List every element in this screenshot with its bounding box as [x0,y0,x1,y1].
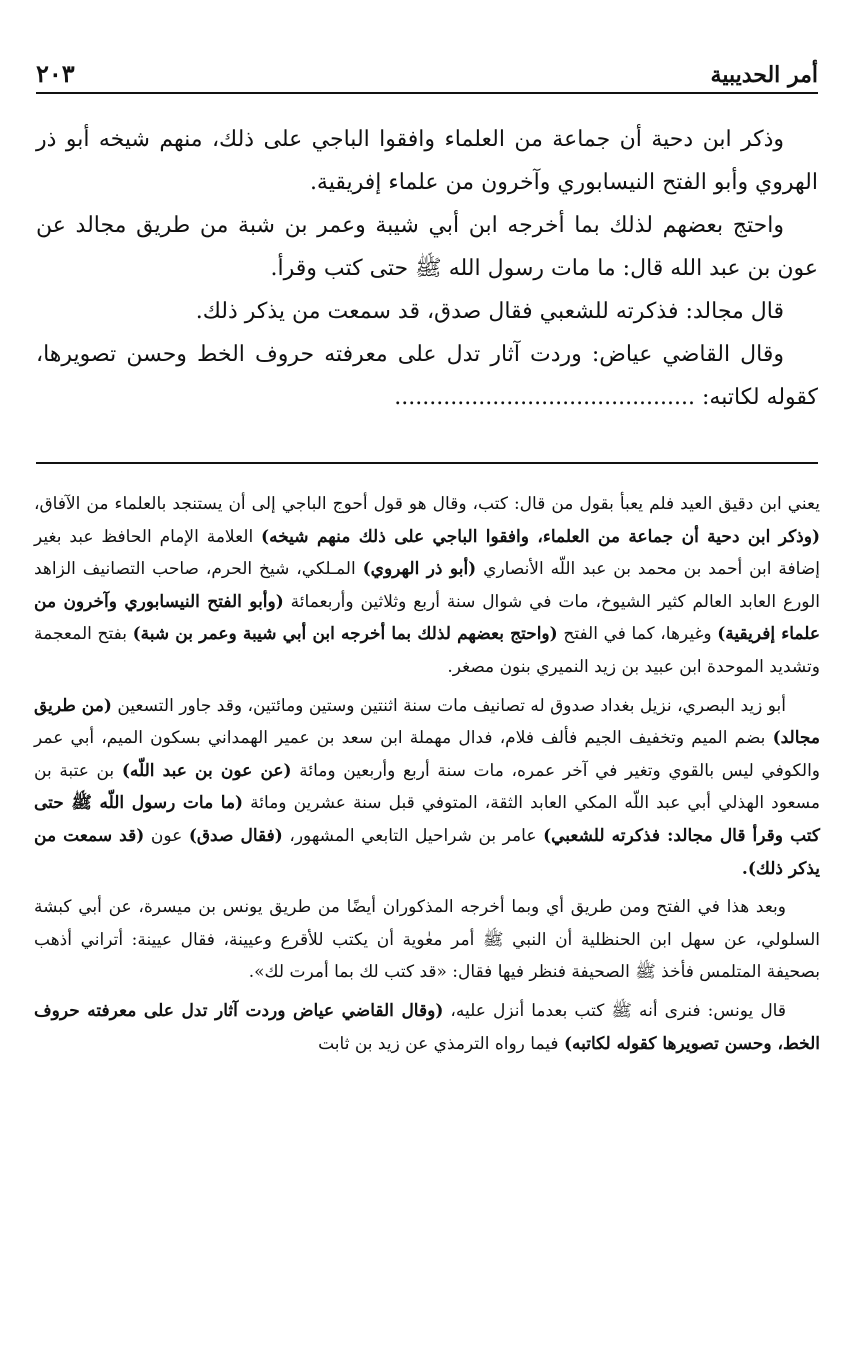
commentary-text: المـلكي، شيخ الحرم، صاحب التصانيف الزاهد الورع العابد العالم كثير الشيوخ، مات في شوال سنة أربع وثلاثين وأربعمائة [34,559,820,612]
commentary-text: عامر بن شراحيل التابعي المشهور، [282,825,544,846]
commentary-text: أبو زيد البصري، نزيل بغداد صدوق له تصانيف مات سنة اثنتين وستين ومائتين، وقد جاور التسعين [111,695,787,716]
commentary-paragraph [34,488,820,684]
bold-quote: (عن عون بن عبد اللّه) [121,760,292,781]
commentary-text: بن عتبة بن مسعود الهذلي أبي عبد اللّه المكي العابد الثقة، المتوفي قبل سنة عشرين ومائة [34,760,820,814]
commentary-paragraph [34,891,820,989]
commentary-paragraph [34,690,820,886]
page-number: ٢٠٣ [36,59,75,88]
page-header [36,50,818,94]
section-divider [36,462,818,464]
commentary-text: عون [144,825,189,846]
commentary-text: فيما رواه الترمذي عن زيد بن ثابت [318,1033,564,1054]
commentary [34,488,820,1066]
bold-quote: (ما مات رسول اللّه ﷺ حتى كتب وقرأ قال مجالد: فذكرته للشعبي) [34,793,820,846]
commentary-text: يعني ابن دقيق العيد فلم يعبأ بقول من قال: كتب، وقال هو قول أحوج الباجي إلى أن يستنجد بالعلماء من الآفاق، [34,494,820,514]
main-paragraph-text: وقال القاضي عياض: وردت آثار تدل على معرفته حروف الخط وحسن تصويرها، كقوله لكاتبه: [36,342,818,410]
commentary-text: وغيرها، كما في الفتح [557,624,718,645]
commentary-paragraph [34,995,820,1060]
leader-dots: ........................................... [394,385,696,410]
bold-quote: (من طريق مجالد) [34,695,820,749]
commentary-text: بضم الميم وتخفيف الجيم فألف فلام، فدال مهملة ابن سعد بن عمير الهمداني بسكون الميم، أبي عمر والكوفي ليس بالقوي وتغير في آخر عمره، مات سنة أربع وأربعين ومائة [34,728,820,781]
bold-quote: (وأبو الفتح النيسابوري وآخرون من علماء إفريقية) [34,591,820,645]
main-text [36,118,818,419]
bold-quote: (قد سمعت من يذكر ذلك). [34,825,820,879]
bold-quote: (وقال القاضي عياض وردت آثار تدل على معرفته حروف الخط، وحسن تصويرها كقوله لكاتبه) [34,1000,820,1054]
main-paragraph: وذكر ابن دحية أن جماعة من العلماء وافقوا الباجي على ذلك، منهم شيخه أبو ذر الهروي وأبو الفتح النيسابوري وآخرون من علماء إفريقية. [36,127,818,195]
main-paragraph: قال مجالد: فذكرته للشعبي فقال صدق، قد سمعت من يذكر ذلك. [195,299,784,324]
bold-quote: (وذكر ابن دحية أن جماعة من العلماء، وافقوا الباجي على ذلك منهم شيخه) [261,526,820,547]
bold-quote: (فقال صدق) [188,825,283,846]
running-title: أمر الحديبية [710,62,818,88]
commentary-text: وبعد هذا في الفتح ومن طريق أي وبما أخرجه المذكوران أيضًا من طريق يونس بن ميسرة، عن أبي كبشة السلولي، عن سهل ابن الحنظلية أن النبي ﷺ أمر معٰوية أن يكتب للأقرع وعيينة، فقال عيينة: أتراني أذهب بصحيفة المتلمس فأخذ ﷺ الصحيفة فنظر فيها فقال: «قد كتب لك بما أمرت لك». [34,897,820,983]
commentary-text: بفتح المعجمة وتشديد الموحدة ابن عبيد بن زيد النميري بنون مصغر. [34,624,820,677]
bold-quote: (واحتج بعضهم لذلك بما أخرجه ابن أبي شيبة وعمر بن شبة) [132,624,558,645]
commentary-text: قال يونس: فنرى أنه ﷺ كتب بعدما أنزل عليه، [443,1000,786,1021]
main-paragraph [36,333,818,419]
commentary-text: العلامة الإمام الحافظ عبد بغير إضافة ابن أحمد بن محمد بن عبد اللّه الأنصاري [34,526,821,580]
bold-quote: (أبو ذر الهروي) [362,559,477,580]
main-paragraph: واحتج بعضهم لذلك بما أخرجه ابن أبي شيبة وعمر بن شبة من طريق مجالد عن عون بن عبد الله قال: ما مات رسول الله ﷺ حتى كتب وقرأ. [36,213,818,281]
